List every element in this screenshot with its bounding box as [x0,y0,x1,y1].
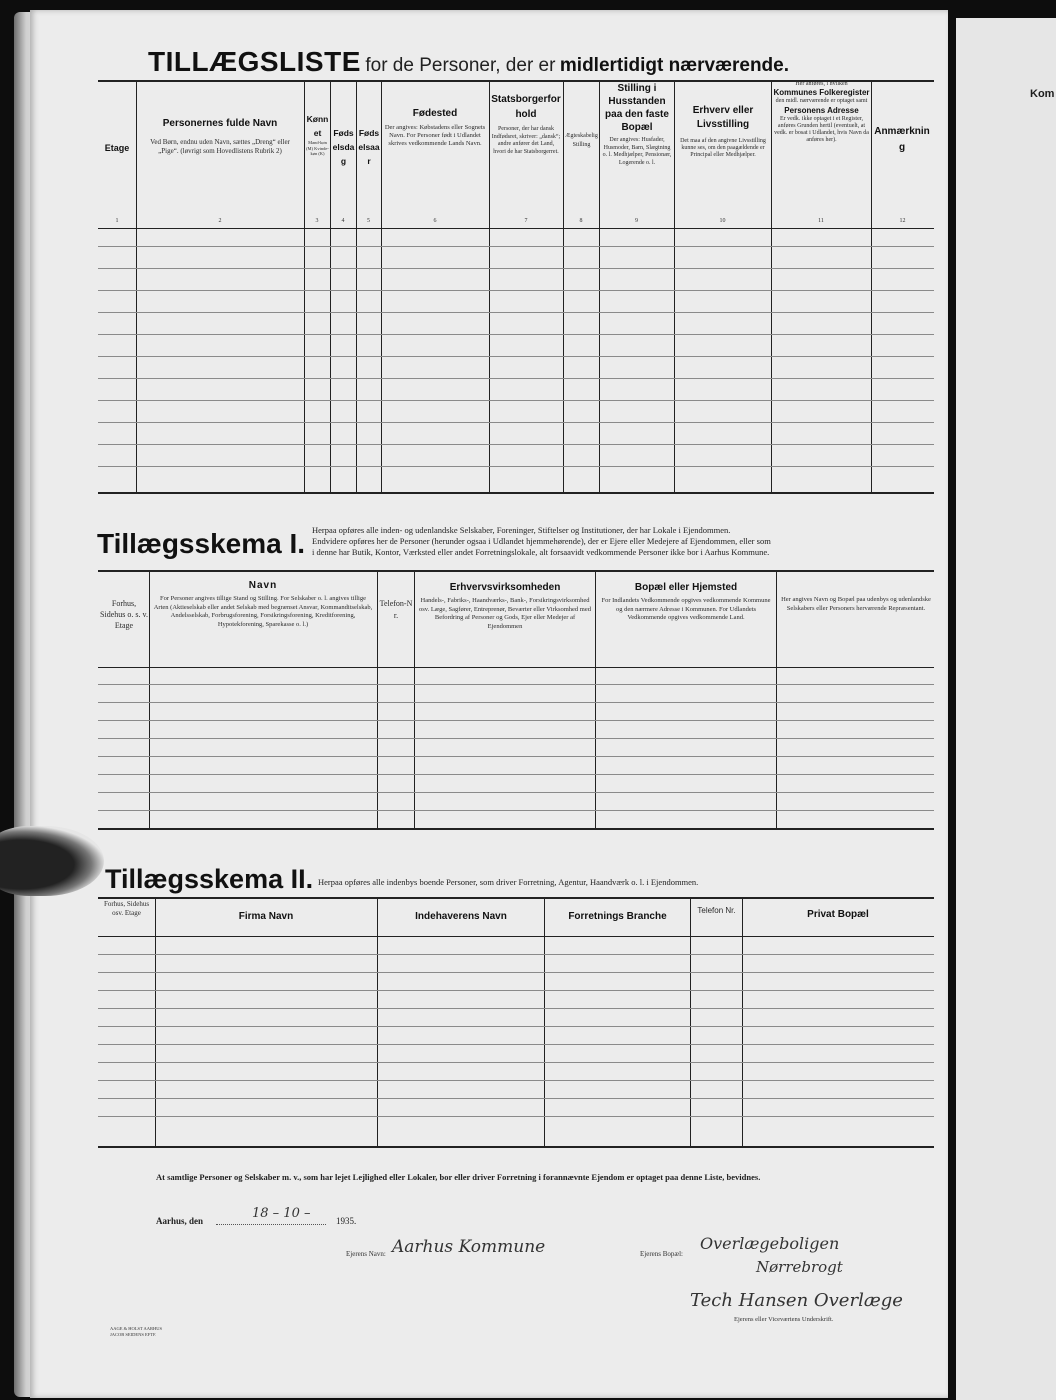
col-num: 9 [635,218,638,224]
skema2-head-firm: Firma Navn [238,911,294,922]
skema2-row-line [98,1098,934,1099]
printer-imprint: AAGE & HOLST AARHUS JACOB SEIDENS EFTF. [110,1326,163,1337]
list-bottom-rule [98,492,934,494]
list-head-remarks: Anmærkning [874,126,930,153]
skema1-row-line [98,810,934,811]
skema1-intro [312,525,934,558]
skema1-head-name: Navn For Personer angives tillige Stand og Stilling. For Selskaber o. l. angives tillige Arten (Aktieselskab eller andet Selskab med begrænset Ansvar, Kommanditselskab, Andelsselskab, Forbrugsforening, Forsikringsforening, Kreditforening, Hypotekforening, Sparekasse o. l.) [153,580,373,628]
list-head-name: Personernes fulde Navn Ved Børn, endnu uden Navn, sættes „Dreng“ eller „Pige“. (løvrigt som Hovedlistens Rubrik 2) [150,118,290,155]
declaration-text: At samtlige Personer og Selskaber m. v., som har lejet Lejlighed eller Lokaler, bor eller driver Forretning i forannævnte Ejendom er optaget paa denne Liste, bevidnes. [156,1172,761,1182]
skema1-row-line [98,702,934,703]
skema1-row-line [98,738,934,739]
list-head-etage: Etage [104,143,130,153]
skema1-col-sep [776,570,777,828]
owner-address-label: Ejerens Bopæl: [640,1250,683,1258]
skema1-row-line [98,774,934,775]
date-dotted-line [216,1224,326,1225]
skema2-header-rule [98,936,934,937]
list-row-line [98,246,934,247]
skema2-row-line [98,1008,934,1009]
list-head-gender: Kønnet Mand-køn (M) Kvinde-køn (K) [306,114,329,156]
list-row-line [98,334,934,335]
skema2-head-owner: Indehaverens Navn [415,911,507,922]
list-col-sep [771,80,772,492]
list-col-sep [599,80,600,492]
skema1-top-rule [98,570,934,572]
col-num: 1 [115,218,119,224]
skema1-title: Tillægsskema I. [97,528,306,559]
list-col-sep [136,80,137,492]
list-head-birthplace: Fødested Der angives: Købstadens eller Sognets Navn. For Personer født i Udlandet skrives vedkommende Lands Navn. [384,108,486,147]
year-label: 1935. [336,1216,357,1226]
col-num: 12 [899,218,906,224]
skema2-head-branch: Forretnings Branche [568,911,667,922]
skema2-col-sep [155,897,156,1146]
skema2-head-phone: Telefon Nr. [697,906,736,915]
skema2-row-line [98,1044,934,1045]
skema2-col-sep [742,897,743,1146]
owner-name-handwritten: Aarhus Kommune [392,1237,546,1257]
skema1-intro-line: Endvidere opføres her de Personer (herunder ogsaa i Udlandet hjemmehørende), der er Ejere eller Medejere af Ejendommen, eller som [312,536,771,546]
owner-address-handwritten-2: Nørrebrogt [756,1258,843,1276]
signature-handwritten: Tech Hansen Overlæge [690,1290,903,1311]
list-col-sep [674,80,675,492]
skema2-col-sep [377,897,378,1146]
list-head-birthyear: Fødselsaar [358,128,380,166]
col-num: 6 [433,218,437,224]
skema1-row-line [98,720,934,721]
owner-address-handwritten: Overlægeboligen [700,1234,840,1253]
facing-page-fragment: Kom [1030,88,1055,100]
list-row-line [98,422,934,423]
skema1-col-sep [414,570,415,828]
list-row-line [98,312,934,313]
list-row-line [98,400,934,401]
list-title [148,46,789,78]
skema2-bottom-rule [98,1146,934,1148]
col-num: 8 [579,218,583,224]
skema1-row-line [98,792,934,793]
list-row-line [98,466,934,467]
list-row-line [98,356,934,357]
skema1-head-floor: Forhus, Sidehus o. s. v. Etage [100,599,148,630]
col-num: 3 [315,218,319,224]
list-head-marital: Ægteskabelig Stilling [565,133,598,148]
skema1-head-business: Erhvervsvirksomheden Handels-, Fabriks-, Haandværks-, Bank-, Forsikringsvirksomhed osv. Læge, Sagfører, Entreprenør, Beværter eller Virksomhed med Befordring af Personer og Gods, Ejer eller Medejer af Ejendommen [418,582,591,630]
date-handwritten: 18 – 10 – [252,1206,311,1221]
skema1-row-line [98,756,934,757]
skema1-head-residence: Bopæl eller Hjemsted For Indlandets Vedkommende opgives vedkommende Kommune og den nærmere Adresse i Kommunen. For Udlandets Vedkommende opgives vedkommende Land. [601,582,771,621]
list-col-sep [489,80,490,492]
skema2-row-line [98,1080,934,1081]
skema2-row-line [98,1116,934,1117]
skema2-row-line [98,990,934,991]
skema1-row-line [98,684,934,685]
skema1-intro-line: Herpaa opføres alle inden- og udenlandske Selskaber, Foreninger, Stiftelser og Institutioner, der har Lokale i Ejendommen. [312,525,731,535]
col-num: 2 [218,218,222,224]
col-num: 7 [524,218,528,224]
list-head-occupation: Erhverv eller Livsstilling Det maa af den angivne Livsstilling kunne ses, om den paagældende er Principal eller Medhjælper. [680,105,766,158]
col-num: 5 [367,218,370,224]
list-title-mid: for de Personer, der er [365,55,556,76]
skema1-bottom-rule [98,828,934,830]
list-title-bold: midlertidigt nærværende. [559,55,790,76]
list-row-line [98,378,934,379]
list-col-sep [381,80,382,492]
skema1-col-sep [595,570,596,828]
skema1-header-rule [98,667,934,668]
list-row-line [98,290,934,291]
skema2-head-address: Privat Bopæl [807,909,869,920]
owner-name-label: Ejerens Navn: [346,1250,386,1258]
skema2-top-rule [98,897,934,899]
list-head-birthday: Fødselsdag [332,128,355,166]
list-head-citizenship: Statsborgerforhold Personer, der har dansk Indfødsret, skriver: „dansk“; andre anfører det Land, hvori de har Statsborgerret. [491,94,561,155]
facing-page [956,18,1056,1400]
list-header-rule [98,228,934,229]
list-title-big: TILLÆGSLISTE [148,46,361,77]
col-num: 11 [818,218,824,224]
col-num: 10 [719,218,726,224]
skema2-row-line [98,972,934,973]
skema2-intro: Herpaa opføres alle indenbys boende Personer, som driver Forretning, Agentur, Haandværk o. l. i Ejendommen. [318,877,699,887]
skema2-row-line [98,954,934,955]
place-label: Aarhus, den [156,1216,204,1226]
skema2-row-line [98,1026,934,1027]
col-num: 4 [341,218,345,224]
skema2-row-line [98,1062,934,1063]
list-head-household: Stilling i Husstanden paa den faste Bopæl Der angives: Husfader, Husmoder, Barn, Slægtning o. l. Medhjælper, Pensionær, Logerende o. l. [602,83,672,166]
list-head-register: Her anføres, i hvilken Kommunes Folkeregister den midl. nærværende er optaget samt Personens Adresse Er vedk. ikke optaget i et Register, anføres Grunden hertil (eventuelt, at vedk. er bosat i Udlandet, hvis Navn da anføres her). [773,81,870,143]
list-row-line [98,268,934,269]
skema2-col-sep [544,897,545,1146]
skema1-head-representative: Her angives Navn og Bopæl paa udenbys og udenlandske Selskabers eller Personers herværende Repræsentant. [781,596,931,612]
list-row-line [98,444,934,445]
skema1-col-sep [149,570,150,828]
signature-label: Ejerens eller Viceværtens Underskrift. [734,1316,834,1323]
skema2-col-sep [690,897,691,1146]
skema1-head-phone: Telefon-Nr. [379,599,413,620]
skema2-title: Tillægsskema II. [105,864,314,894]
skema1-intro-line: i denne har Butik, Kontor, Værksted eller andet Forretningslokale, alt forsaavidt vedkommende Personer ikke bor i Aarhus Kommune. [312,547,770,557]
skema2-head-floor: Forhus, Sidehus osv. Etage [103,900,150,917]
